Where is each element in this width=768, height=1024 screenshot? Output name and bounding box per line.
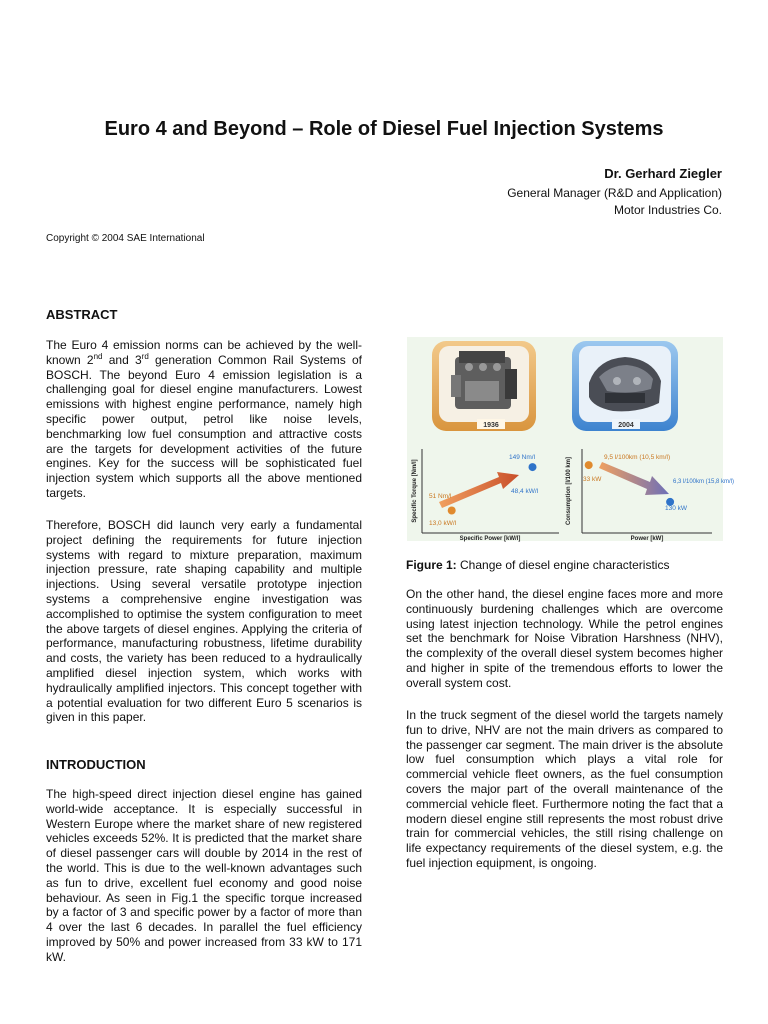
affiliation-role: General Manager (R&D and Application)	[507, 186, 722, 200]
y-axis-label-consumption: Consumption [l/100 km]	[566, 456, 572, 526]
author-affiliation	[507, 185, 722, 219]
text-run: generation Common Rail Systems of BOSCH. The beyond Euro 4 emission legislation is a challenging goal for diesel engine manufacturers. Lowest emissions with highest engine performance, namely high specific power output, petrol like noise levels, benchmarking low fuel consumption and attractive costs are the targets for development activities of the future engines. Key for the success will be sophisticated fuel injection system which supports all the above mentioned targets.	[46, 352, 362, 500]
data-label-torque-1936: 51 Nm/l	[429, 493, 452, 500]
trend-arrow-consumption	[599, 462, 669, 495]
chart-torque-vs-power	[412, 449, 559, 542]
figure-1-caption	[406, 558, 723, 572]
figure-1-graphic	[407, 337, 735, 542]
introduction-heading: INTRODUCTION	[46, 757, 146, 772]
body-paragraph-right-1: On the other hand, the diesel engine faces more and more continuously burdening challenges which are overcome using latest injection technology. While the petrol engines set the benchmark for Noise Vibration Harshness (NHV), the complexity of the overall diesel system becomes higher and higher in spite of the tremendous efforts to lower the overall system cost.	[406, 587, 723, 690]
copyright-notice: Copyright © 2004 SAE International	[46, 233, 205, 244]
superscript: nd	[93, 351, 103, 361]
data-label-power-kw-1936: 33 kW	[583, 476, 602, 483]
data-label-power-2004: 48,4 kW/l	[511, 488, 539, 495]
trend-arrow-torque	[439, 472, 519, 508]
data-point-torque-1936	[448, 507, 456, 515]
engine-photo-2004	[572, 341, 678, 431]
year-label-2004: 2004	[618, 422, 634, 429]
superscript: rd	[141, 351, 149, 361]
data-point-torque-2004	[529, 463, 537, 471]
abstract-paragraph-2: Therefore, BOSCH did launch very early a fundamental project defining the requirements for future injection systems with regard to mixture preparation, maximum injection pressure, rate shaping capability and multiple injections. Using several versatile prototype injection systems a comprehensive engine investigation was accomplished to optimise the system configuration to meet the above targets of diesel engines. Applying the criteria of performance, manufacturing robustness, lifetime durability and costs, the variety has been reduced to a hydraulically amplified diesel injection system, which works with hydraulically amplified injectors. This concept together with a potential evaluation for two different Euro 5 scenarios is given in this paper.	[46, 518, 362, 725]
abstract-paragraph-1	[46, 338, 362, 501]
data-point-consumption-1936	[585, 461, 593, 469]
data-label-consumption-2004: 6,3 l/100km (15,8 km/l)	[673, 479, 735, 485]
x-axis-label-power: Specific Power [kW/l]	[459, 536, 521, 542]
caption-label: Figure 1:	[406, 558, 457, 572]
text-run: The Euro 4 emission norms can be achieved by the well-known 2	[46, 338, 362, 367]
data-label-power-1936: 13,0 kW/l	[429, 520, 457, 527]
data-label-power-kw-2004: 130 kW	[665, 505, 688, 512]
data-label-torque-2004: 149 Nm/l	[509, 454, 536, 461]
caption-text: Change of diesel engine characteristics	[456, 558, 670, 572]
body-paragraph-right-2: In the truck segment of the diesel world the targets namely fun to drive, NHV are not the main drivers as compared to the passenger car segment. The main driver is the absolute low fuel consumption which plays a vital role for commercial vehicle fleet owners, as the fuel consumption covers the major part of the overall maintenance of the commercial vehicle fleet. Furthermore noting the fact that a modern diesel engine still represents the most robust drive train for commercial vehicles, the still rising challenge on life expectancy requirements of the diesel system, e.g. the fuel injection equipment, is ongoing.	[406, 708, 723, 870]
engine-photo-1936	[432, 341, 536, 431]
year-label-1936: 1936	[483, 422, 499, 429]
text-run: and 3	[102, 352, 142, 367]
paper-title: Euro 4 and Beyond – Role of Diesel Fuel Injection Systems	[104, 118, 664, 140]
x-axis-label-power-kw: Power [kW]	[630, 536, 664, 542]
data-label-consumption-1936: 9,5 l/100km (10,5 km/l)	[604, 454, 671, 461]
y-axis-label-torque: Specific Torque [Nm/l]	[412, 459, 418, 523]
author-name: Dr. Gerhard Ziegler	[604, 166, 722, 181]
figure-1	[407, 337, 735, 542]
introduction-paragraph-1: The high-speed direct injection diesel engine has gained world-wide acceptance. It is especially successful in Western Europe where the market share of new registered vehicles exceeds 52%. It is predicted that the market share of diesel passenger cars will double by 2014 in the rest of the world. This is due to the well-known advantages such as fun to drive, excellent fuel economy and good noise behaviour. As seen in Fig.1 the specific torque increased by a factor of 3 and specific power by a factor of more than 4 over the last 6 decades. In parallel the fuel efficiency improved by 50% and power increased from 33 kW to 171 kW.	[46, 787, 362, 964]
affiliation-company: Motor Industries Co.	[613, 203, 722, 217]
chart-consumption-vs-power	[566, 449, 734, 542]
abstract-heading: ABSTRACT	[46, 307, 118, 322]
